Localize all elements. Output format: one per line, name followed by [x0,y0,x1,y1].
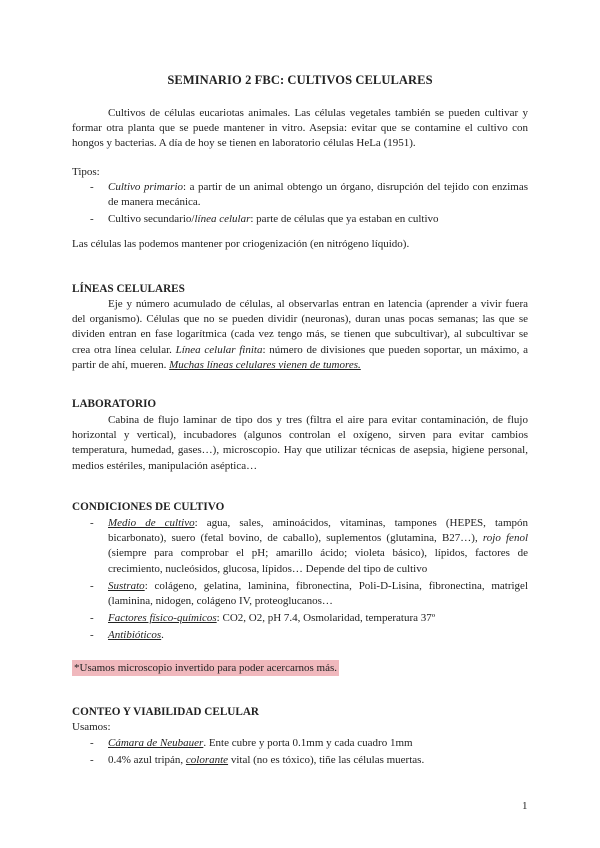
list-item [72,212,528,227]
intro-paragraph: Cultivos de células eucariotas animales. Las células vegetales también se pueden cultivar y formar otra planta que se puede mantener in vitro. Asepsia: evitar que se contamine el cultivo con hongos y bacterias. A día de hoy se tienen en laboratorio células HeLa (1951). [72,107,528,150]
page-number: 1 [522,800,528,812]
item-text: : colágeno, gelatina, laminina, fibronectina, Poli-D-Lisina, fibronectina, matrigel (laminina, nidogen, colágeno IV, proteoglucanos… [108,579,528,608]
dash-bullet: - [90,754,94,767]
highlighted-note: *Usamos microscopio invertido para poder acercarnos más. [74,662,337,674]
condiciones-list [72,516,528,646]
tipos-label: Tipos: [72,166,100,178]
term-linea-celular: línea celular [194,213,251,226]
list-item [72,628,528,643]
list-item [72,180,528,210]
heading-conteo-viabilidad: CONTEO Y VIABILIDAD CELULAR [72,706,260,718]
term-camara-neubauer: Cámara de Neubauer [108,737,204,749]
list-item [72,516,528,577]
item-text: : a partir de un animal obtengo un órgano, disrupción del tejido con enzimas de manera mecánica. [108,181,528,209]
term-factores: Factores físico-químicos [108,612,217,625]
dash-bullet: - [90,612,94,625]
heading-condiciones-cultivo: CONDICIONES DE CULTIVO [72,501,225,513]
item-text: . [161,629,164,642]
tipos-list [72,180,528,230]
term-antibioticos: Antibióticos [108,629,162,642]
dash-bullet: - [90,737,94,749]
item-text: : CO2, O2, pH 7.4, Osmolaridad, temperatura 37º [216,612,436,625]
lineas-text-2: : número de divisiones que pueden soportar, un máximo, a partir de ahí, mueren. [72,343,528,371]
item-text: : parte de células que ya estaban en cultivo [250,213,439,226]
conteo-list [72,736,528,770]
laboratorio-paragraph: Cabina de flujo laminar de tipo dos y tres (filtra el aire para evitar contaminación, de flujo horizontal y vertical), incubadores (algunos controlan el oxígeno, sirven para evitar cambios temperatura, humedad, gases…), microscopio. Hay que utilizar técnicas de asepsia, higiene personal, medios estériles, manipulación aséptica… [72,414,528,472]
term-medio-cultivo: Medio de cultivo [108,517,195,529]
item-text: . Ente cubre y porta 0.1mm y cada cuadro 1mm [203,737,413,749]
dash-bullet: - [90,181,94,193]
term-colorante: colorante [185,754,229,767]
term-cultivo-primario: Cultivo primario [108,181,184,193]
term-linea-finita: Línea celular finita [175,343,263,356]
dash-bullet: - [90,213,94,226]
term-sustrato: Sustrato [108,579,145,592]
dash-bullet: - [90,517,94,529]
dash-bullet: - [90,579,94,592]
heading-laboratorio: LABORATORIO [72,398,157,410]
list-item [72,753,528,768]
item-text-2: (siempre para comprobar el pH; amarillo ácido; violeta básico), lípidos, factores de crecimiento, nucleósidos, glucosa, lípidos… Depende del tipo de cultivo [108,547,528,575]
item-prefix: 0.4% azul tripán, [108,754,186,767]
page-title: SEMINARIO 2 FBC: CULTIVOS CELULARES [167,73,433,87]
usamos-label: Usamos: [72,721,111,733]
list-item [72,736,528,751]
list-item [72,579,528,609]
list-item [72,611,528,626]
underlined-statement: Muchas líneas celulares vienen de tumores. [169,358,361,371]
lineas-paragraph [72,297,528,373]
term-rojo-fenol: rojo fenol [482,532,528,545]
item-text: vital (no es tóxico), tiñe las células muertas. [228,754,425,767]
item-text: : agua, sales, aminoácidos, vitaminas, tampones (HEPES, tampón bicarbonato), suero (fetal bovino, de caballo), suplementos (glutamina, B27…), [108,517,528,545]
lineas-text: Eje y número acumulado de células, al observarlas entran en latencia (aprender a vivir fuera del organismo). Células que no se pueden dividir (neuronas), duran unas pocas semanas; las que se dividen entran en fase logarítmica (cada vez tengo más, se tienen que subcultivar), al subcultivar se crea otra línea celular. [72,298,528,356]
dash-bullet: - [90,629,94,642]
item-prefix: Cultivo secundario/ [108,213,195,226]
heading-lineas-celulares: LÍNEAS CELULARES [72,283,185,295]
crio-paragraph: Las células las podemos mantener por criogenización (en nitrógeno líquido). [72,238,410,250]
